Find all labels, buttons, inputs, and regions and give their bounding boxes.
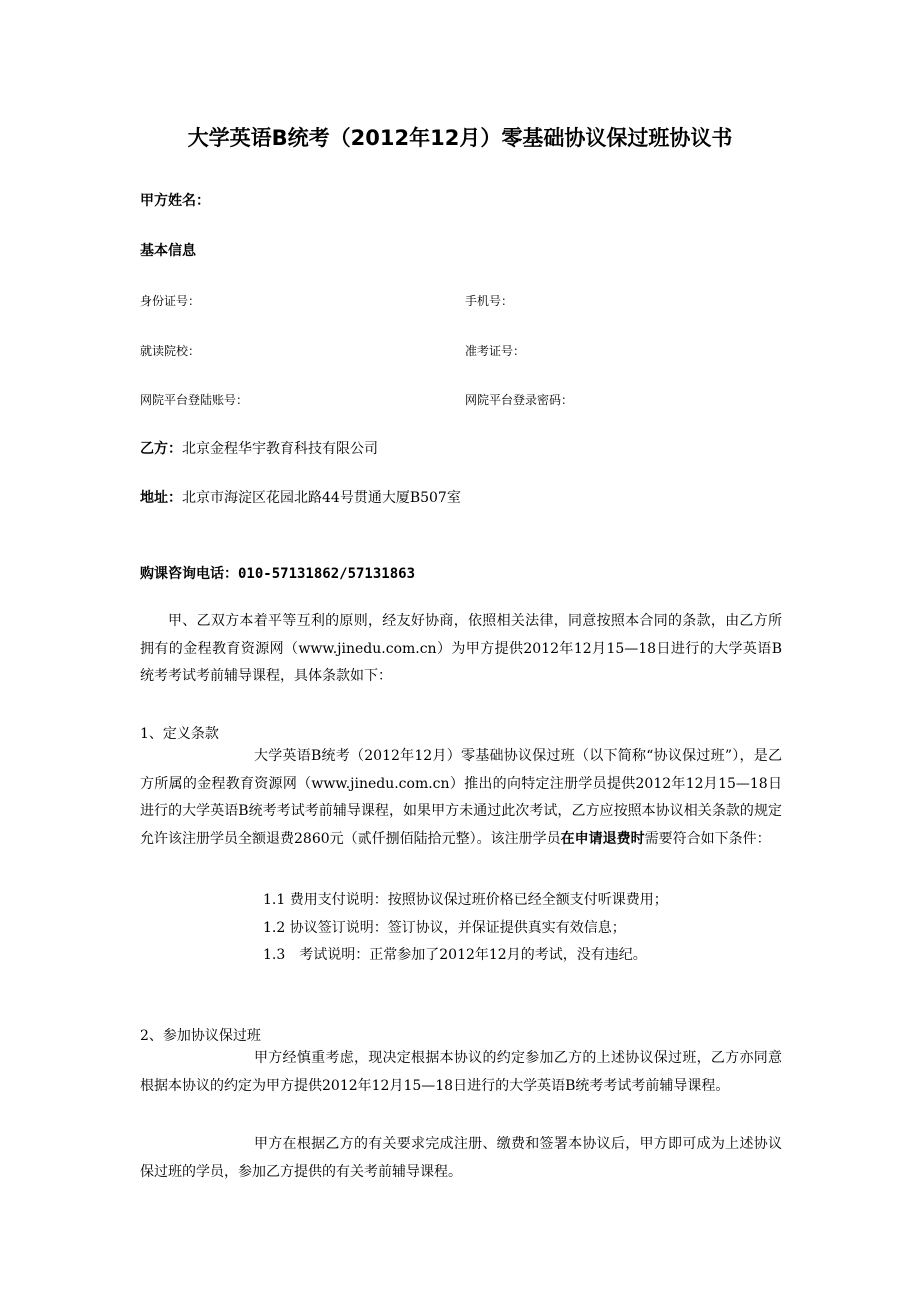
basic-info-heading: 基本信息 — [140, 243, 196, 259]
condition-item-3: 1.3 考试说明：正常参加了2012年12月的考试，没有违纪。 — [263, 947, 647, 963]
address-label: 地址： — [140, 490, 182, 506]
section1-heading: 1、定义条款 — [140, 726, 219, 742]
login-account-label: 网院平台登陆账号： — [140, 393, 249, 407]
login-password-label: 网院平台登录密码： — [465, 393, 574, 407]
school-label: 就读院校： — [140, 344, 201, 358]
party-b-line — [140, 438, 378, 458]
section2-paragraph-1: 甲方经慎重考虑，现决定根据本协议的约定参加乙方的上述协议保过班，乙方亦同意根据本协议的约定为甲方提供2012年12月15—18日进行的大学英语B统考考试考前辅导课程。 — [140, 1050, 782, 1094]
party-b-label: 乙方： — [140, 441, 182, 457]
condition-item-2: 1.2 协议签订说明：签订协议，并保证提供真实有效信息； — [263, 920, 626, 936]
document-title: 大学英语B统考（2012年12月）零基础协议保过班协议书 — [187, 126, 733, 150]
id-number-label: 身份证号： — [140, 294, 201, 308]
section1-body-text: 大学英语B统考（2012年12月）零基础协议保过班（以下简称“协议保过班”），是乙方所属的金程教育资源网（www.jinedu.com.cn）推出的向特定注册学员提供2012年12月15—18日进行的大学英语B统考考试考前辅导课程，如果甲方未通过此次考试，乙方应按照本协议相关条款的规定允许该注册学员全额退费2860元（贰仟捌佰陆拾元整）。该注册学员 — [140, 748, 782, 847]
phone-label: 购课咨询电话： — [140, 566, 238, 582]
address-value: 北京市海淀区花园北路44号贯通大厦B507室 — [182, 490, 461, 506]
condition-item-1: 1.1 费用支付说明：按照协议保过班价格已经全额支付听课费用； — [263, 892, 668, 908]
section1-body — [140, 743, 782, 853]
phone-value: 010-57131862/57131863 — [238, 566, 416, 582]
intro-paragraph: 甲、乙双方本着平等互利的原则，经友好协商，依照相关法律，同意按照本合同的条款，由乙方所拥有的金程教育资源网（www.jinedu.com.cn）为甲方提供2012年12月15—18日进行的大学英语B统考考试考前辅导课程，具体条款如下： — [140, 613, 782, 684]
section1-body-end: 需要符合如下条件： — [644, 830, 771, 847]
admission-ticket-label: 准考证号： — [465, 344, 526, 358]
phone-line — [140, 563, 415, 583]
section1-body-bold: 在申请退费时 — [560, 830, 645, 847]
section2-heading: 2、参加协议保过班 — [140, 1028, 261, 1044]
mobile-label: 手机号： — [465, 294, 514, 308]
section2-paragraph-2: 甲方在根据乙方的有关要求完成注册、缴费和签署本协议后，甲方即可成为上述协议保过班的学员，参加乙方提供的有关考前辅导课程。 — [140, 1136, 782, 1180]
party-a-name-label: 甲方姓名： — [140, 193, 210, 209]
party-b-value: 北京金程华宇教育科技有限公司 — [182, 441, 378, 457]
address-line — [140, 487, 461, 507]
